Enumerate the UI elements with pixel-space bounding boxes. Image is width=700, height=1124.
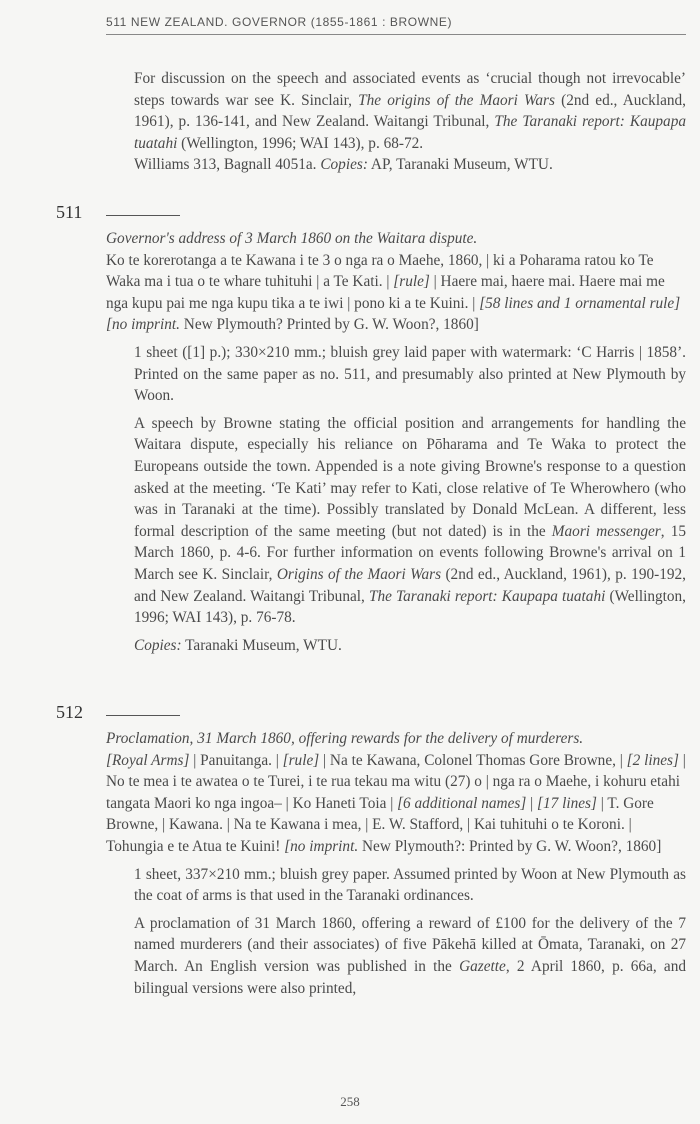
entry-512-note: A proclamation of 31 March 1860, offering a reward of £100 for the delivery of the 7 named murderers (and their associates) of five Pākehā killed at Ōmata, Taranaki, on 27 March. An English version was published in the Gazette, 2 April 1860, p. 66a, and bilingual versions were also printed,: [134, 914, 686, 997]
entry-number-511: 511: [56, 202, 83, 222]
intro-note: [106, 68, 686, 176]
entry-512-title: Proclamation, 31 March 1860, offering rewards for the delivery of murderers.: [106, 730, 584, 747]
entry-number-512: 512: [56, 702, 83, 722]
entry-511: [106, 228, 686, 656]
entry-512: [106, 728, 686, 999]
intro-note-refs: Williams 313, Bagnall 4051a. Copies: AP, Taranaki Museum, WTU.: [134, 156, 553, 174]
entry-511-transcription: Ko te korerotanga a te Kawana i te 3 o nga ra o Maehe, 1860, | ki a Poharama ratou ko Te Waka ma i tua o te whare tuhituhi | a Te Kati. | [rule] | Haere mai, haere mai. Haere mai me nga kupu pai me nga kupu tika a te iwi | pono ki a te Kuini. | [58 lines and 1 ornamental rule]: [106, 251, 681, 312]
page-number: 258: [340, 1094, 360, 1109]
intro-note-text: For discussion on the speech and associated events as ‘crucial though not irrevocable’ steps towards war see K. Sinclair, The origins of the Maori Wars (2nd ed., Auckland, 1961), p. 136-141, and New Zealand. Waitangi Tribunal, The Taranaki report: Kaupapa tuatahi (Wellington, 1996; WAI 143), p. 68-72.: [134, 70, 686, 152]
running-head: 511 NEW ZEALAND. GOVERNOR (1855-1861 : BROWNE): [106, 15, 686, 35]
entry-rule-512: [106, 715, 180, 716]
entry-511-description: 1 sheet ([1] p.); 330×210 mm.; bluish grey laid paper with watermark: ‘C Harris | 1858’. Printed on the same paper as no. 511, and presumably also printed at New Plymouth by Woon.: [134, 343, 686, 405]
entry-511-note: A speech by Browne stating the official position and arrangements for handling the Waitara dispute, especially his reliance on Pōharama and Te Waka to protect the Europeans outside the town. Appended is a note giving Browne's response to a question asked at the meeting. ‘Te Kati’ may refer to Kati, close relative of Te Wherowhero (who was in Taranaki at the time). Possibly translated by Donald McLean. A different, less formal description of the same meeting (but not dated) is in the Maori messenger, 15 March 1860, p. 4-6. For further information on events following Browne's arrival on 1 March see K. Sinclair, Origins of the Maori Wars (2nd ed., Auckland, 1961), p. 190-192, and New Zealand. Waitangi Tribunal, The Taranaki report: Kaupapa tuatahi (Wellington, 1996; WAI 143), p. 76-78.: [134, 414, 687, 627]
entry-512-transcription: [Royal Arms] | Panuitanga. | [rule] | Na te Kawana, Colonel Thomas Gore Browne, | [2 lines] | No te mea i te awatea o te Turei, i te rua tekau ma witu (27) o | nga ra o Maehe, i kohuru etahi tangata Maori ko nga ingoa– | Ko Haneti Toia | [6 additional names] | [17 lines] | T. Gore Browne, | Kawana. | Na te Kawana i mea, | E. W. Stafford, | Kai tuhituhi o te Koroni. | Tohungia e te Atua te Kuini! [no imprint. New Plymouth?: Printed by G. W. Woon?, 1860]: [106, 751, 686, 855]
entry-rule-511: [106, 215, 180, 216]
entry-511-copies: Copies: Taranaki Museum, WTU.: [134, 636, 342, 654]
entry-511-title: Governor's address of 3 March 1860 on the Waitara dispute.: [106, 230, 478, 247]
entry-511-imprint: [no imprint. New Plymouth? Printed by G. W. Woon?, 1860]: [106, 316, 479, 334]
entry-512-description: 1 sheet, 337×210 mm.; bluish grey paper. Assumed printed by Woon at New Plymouth as the coat of arms is that used in the Taranaki ordinances.: [134, 865, 686, 905]
